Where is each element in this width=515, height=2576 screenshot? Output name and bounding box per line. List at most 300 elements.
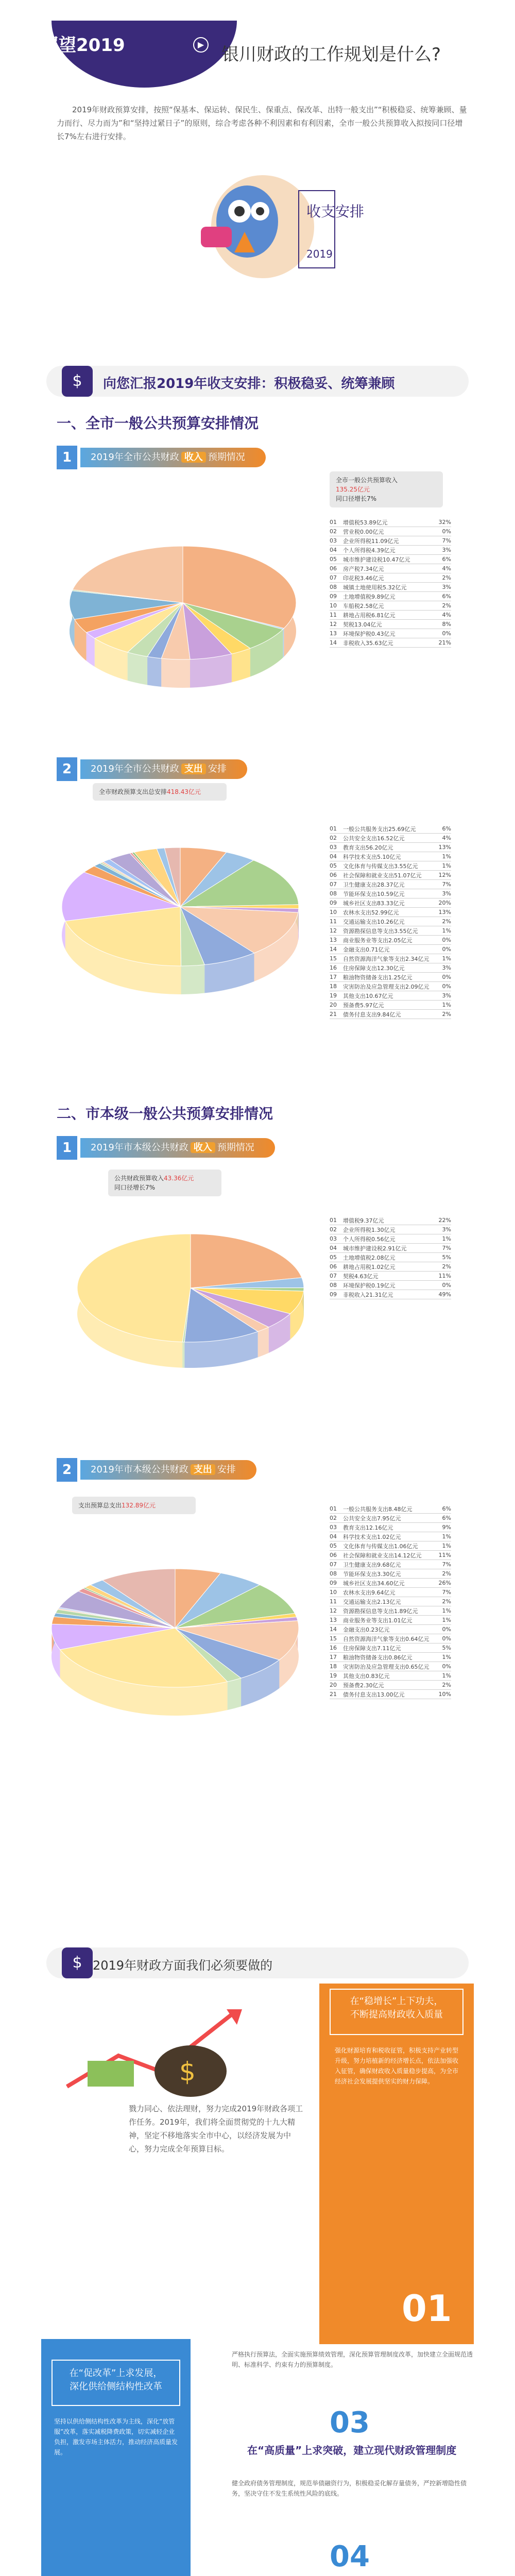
money-growth-illustration <box>57 1994 283 2097</box>
list-item <box>330 1569 451 1579</box>
list-item-percent: 1% <box>442 955 451 962</box>
list-item-percent: 0% <box>442 974 451 980</box>
header-badge-text: 展望2019 <box>41 35 125 56</box>
list-item <box>330 1234 451 1244</box>
pie-slice-side <box>147 656 161 687</box>
list-item-percent: 7% <box>442 881 451 888</box>
list-item-label: 一般公共服务支出8.48亿元 <box>343 1505 413 1513</box>
list-item-percent: 1% <box>442 862 451 869</box>
list-item-number: 14 <box>330 946 337 953</box>
list-item-number: 18 <box>330 1663 337 1670</box>
list-item-label: 公共安全支出7.95亿元 <box>343 1515 401 1522</box>
list-item-label: 非税收入35.63亿元 <box>343 639 393 647</box>
list-item-number: 12 <box>330 621 337 628</box>
list-item-number: 08 <box>330 1282 337 1289</box>
list-item-percent: 11% <box>438 1552 451 1558</box>
list-item <box>330 852 451 861</box>
list-item-number: 05 <box>330 556 337 563</box>
list-item-label: 一般公共服务支出25.69亿元 <box>343 825 416 833</box>
list-item-label: 金融支出0.71亿元 <box>343 946 390 953</box>
sub-tag: 收入 <box>181 452 206 463</box>
list-item-percent: 1% <box>442 1002 451 1008</box>
list-item <box>330 963 451 973</box>
list-item-label: 自然资源海洋气象等支出0.64亿元 <box>343 1635 430 1642</box>
list-item-number: 11 <box>330 612 337 618</box>
list-item <box>330 1541 451 1551</box>
list-item-number: 11 <box>330 918 337 925</box>
money-icon: $ <box>62 1947 93 1978</box>
list-item <box>330 1690 451 1699</box>
list-item-percent: 20% <box>438 900 451 906</box>
list-item-label: 自然资源海洋气象等支出2.34亿元 <box>343 955 430 962</box>
list-item-percent: 1% <box>442 1533 451 1540</box>
list-item-number: 06 <box>330 872 337 878</box>
list-item-number: 14 <box>330 639 337 646</box>
sub-tag: 收入 <box>191 1142 215 1153</box>
list-item <box>330 1616 451 1625</box>
list-item-percent: 21% <box>438 639 451 646</box>
list-item <box>330 1579 451 1588</box>
list-item <box>330 991 451 1001</box>
list-item-label: 农林水支出52.99亿元 <box>343 909 399 916</box>
list-item-number: 02 <box>330 835 337 841</box>
list-item-percent: 49% <box>438 1291 451 1298</box>
list-item <box>330 573 451 583</box>
mascot-year: 2019 <box>306 248 333 260</box>
list-item-number: 18 <box>330 983 337 990</box>
panel2-body: 坚持以供给侧结构性改革为主线，深化“放管服”改革，落实减税降费政策，切实减轻企业负担，激发市场主体活力，推动经济高质量发展。 <box>54 2418 178 2456</box>
list-item-label: 住房保障支出7.11亿元 <box>343 1645 401 1652</box>
list-item-percent: 32% <box>438 519 451 526</box>
list-item-percent: 11% <box>438 1273 451 1279</box>
list-item <box>330 564 451 573</box>
sub-number: 1 <box>57 446 77 469</box>
list-item-percent: 7% <box>442 1245 451 1251</box>
list-item-label: 交通运输支出2.13亿元 <box>343 1598 401 1605</box>
panel2-head-line2: 深化供给侧结构性改革 <box>70 2381 162 2392</box>
list-item-percent: 4% <box>442 565 451 572</box>
list-item-number: 06 <box>330 565 337 572</box>
list-item-number: 15 <box>330 955 337 962</box>
list-item <box>330 1551 451 1560</box>
list-item-percent: 13% <box>438 909 451 916</box>
list-item-number: 17 <box>330 974 337 980</box>
list-item-label: 增值税9.37亿元 <box>343 1217 384 1224</box>
list-item-label: 土地增值税2.08亿元 <box>343 1254 396 1261</box>
callout-line1: 全市财政预算支出总安排 <box>99 788 167 795</box>
list-item-label: 契税4.63亿元 <box>343 1273 379 1280</box>
list-item-number: 11 <box>330 1598 337 1605</box>
list-item-number: 12 <box>330 1607 337 1614</box>
list-item-label: 城乡社区支出34.60亿元 <box>343 1580 405 1587</box>
list-item-label: 印花税3.46亿元 <box>343 574 384 582</box>
list-item <box>330 546 451 555</box>
list-item-number: 03 <box>330 844 337 851</box>
list-item <box>330 1643 451 1653</box>
list-item-label: 公共安全支出16.52亿元 <box>343 835 405 842</box>
list-item-number: 02 <box>330 528 337 535</box>
list-item-label: 文化体育与传媒支出3.55亿元 <box>343 862 418 870</box>
list-item-label: 交通运输支出10.26亿元 <box>343 918 405 925</box>
list-item <box>330 973 451 982</box>
list-item-number: 06 <box>330 1552 337 1558</box>
list-item-percent: 13% <box>438 844 451 851</box>
list-item <box>330 1597 451 1606</box>
expense-list-municipal <box>330 1504 451 1699</box>
list-item <box>330 1634 451 1643</box>
list-item-number: 04 <box>330 1533 337 1540</box>
callout-line3: 同口径增长7% <box>114 1184 156 1191</box>
list-item <box>330 926 451 936</box>
list-item-number: 14 <box>330 1626 337 1633</box>
list-item-percent: 1% <box>442 1654 451 1660</box>
intro-text: 2019年财政预算安排，按照“保基本、保运转、保民生、保重点、保改革、出特一般支出”“积极稳妥、统筹兼顾、量力而行、尽力而为”和“坚持过紧日子”的原则，综合考虑各种不利因素和有利因素，全市一般公共预算收入拟按同口径增长7%左右进行安排。 <box>57 105 467 141</box>
list-item <box>330 1588 451 1597</box>
list-item-percent: 0% <box>442 983 451 990</box>
list-item-number: 10 <box>330 1589 337 1596</box>
sub-tag: 支出 <box>181 764 206 774</box>
list-item-number: 07 <box>330 881 337 888</box>
list-item-percent: 6% <box>442 1515 451 1521</box>
callout-line2: 132.89亿元 <box>122 1502 156 1509</box>
list-item-label: 社会保障和就业支出14.12亿元 <box>343 1552 422 1559</box>
list-item-label: 城市维护建设税2.91亿元 <box>343 1245 407 1252</box>
list-item-percent: 10% <box>438 1691 451 1698</box>
list-item <box>330 1662 451 1671</box>
list-item-label: 债务付息支出9.84亿元 <box>343 1011 401 1018</box>
list-item-percent: 9% <box>442 1524 451 1531</box>
list-item-label: 企业所得税1.30亿元 <box>343 1226 396 1233</box>
list-item <box>330 861 451 871</box>
list-item-percent: 0% <box>442 1635 451 1642</box>
list-item-percent: 1% <box>442 1607 451 1614</box>
money-icon: $ <box>62 366 93 397</box>
sub-label <box>80 759 247 779</box>
list-item <box>330 1681 451 1690</box>
list-item <box>330 527 451 536</box>
list-item-number: 15 <box>330 1635 337 1642</box>
list-item-number: 13 <box>330 1617 337 1623</box>
panel4-body: 健全政府债务管理制度，规范举债融资行为，积极稳妥化解存量债务，严控新增隐性债务，坚决守住不发生系统性风险的底线。 <box>232 2480 467 2497</box>
list-item-number: 09 <box>330 1291 337 1298</box>
section2-heading: 二、市本级一般公共预算安排情况 <box>57 1105 273 1122</box>
pie-slice-side <box>228 1678 241 1710</box>
list-item <box>330 611 451 620</box>
list-item-number: 03 <box>330 537 337 544</box>
list-item-label: 债务付息支出13.00亿元 <box>343 1691 405 1698</box>
list-item-percent: 3% <box>442 964 451 971</box>
list-item-percent: 8% <box>442 621 451 628</box>
list-item-number: 09 <box>330 593 337 600</box>
pie-chart-income-city <box>49 505 317 721</box>
list-item-label: 商业服务业等支出2.05亿元 <box>343 937 413 944</box>
list-item-label: 社会保障和就业支出51.07亿元 <box>343 872 422 879</box>
list-item-percent: 0% <box>442 946 451 953</box>
sub-label <box>80 1138 275 1158</box>
list-item-percent: 0% <box>442 1282 451 1289</box>
list-item-number: 01 <box>330 519 337 526</box>
list-item <box>330 834 451 843</box>
sub-label <box>80 448 266 467</box>
list-item-label: 农林水支出9.64亿元 <box>343 1589 396 1596</box>
list-item <box>330 1523 451 1532</box>
list-item-label: 资源勘探信息等支出1.89亿元 <box>343 1607 418 1615</box>
list-item <box>330 824 451 834</box>
list-item <box>330 1244 451 1253</box>
list-item-percent: 7% <box>442 1589 451 1596</box>
list-item-number: 19 <box>330 992 337 999</box>
list-item-number: 08 <box>330 1570 337 1577</box>
list-item-label: 卫生健康支出28.37亿元 <box>343 881 405 888</box>
sub-pre: 2019年市本级公共财政 <box>91 1464 188 1475</box>
list-item-label: 预备费2.30亿元 <box>343 1682 384 1689</box>
sub-number: 2 <box>57 1458 77 1482</box>
list-item <box>330 1625 451 1634</box>
list-item-number: 02 <box>330 1515 337 1521</box>
list-item <box>330 1010 451 1019</box>
sub-pre: 2019年市本级公共财政 <box>91 1142 188 1153</box>
arrow-right-icon: ▶ <box>193 37 209 53</box>
callout-line2: 418.43亿元 <box>167 788 201 795</box>
list-item-number: 09 <box>330 900 337 906</box>
callout <box>93 783 227 801</box>
list-item <box>330 899 451 908</box>
panel4-number: 04 <box>330 2540 370 2573</box>
list-item-percent: 2% <box>442 574 451 581</box>
sub-post: 预期情况 <box>208 452 245 463</box>
list-item-percent: 12% <box>438 872 451 878</box>
panel3-body: 严格执行预算法，全面实施预算绩效管理，深化预算管理制度改革，加快建立全面规范透明、标准科学、约束有力的预算制度。 <box>232 2351 473 2368</box>
panel2-head-line1: 在“促改革”上求发展， <box>69 2368 163 2379</box>
list-item-number: 17 <box>330 1654 337 1660</box>
callout <box>108 1170 221 1196</box>
list-item-number: 08 <box>330 890 337 897</box>
list-item-percent: 1% <box>442 1672 451 1679</box>
list-item <box>330 1532 451 1541</box>
part3-intro: 戮力同心、依法理财，努力完成2019年财政各项工作任务。2019年，我们将全面贯彻党的十九大精神，坚定不移地落实全市中心，以经济发展为中心，努力完成全年预算目标。 <box>129 2104 303 2154</box>
income-list-municipal <box>330 1216 451 1299</box>
callout-line3: 同口径增长7% <box>336 495 377 502</box>
list-item-label: 环境保护税0.19亿元 <box>343 1282 396 1289</box>
pie-chart-expense-municipal <box>31 1520 319 1757</box>
panel2-head <box>52 2360 180 2406</box>
list-item-percent: 7% <box>442 537 451 544</box>
list-item-label: 灾害防治及应急管理支出0.65亿元 <box>343 1663 430 1670</box>
list-item <box>330 917 451 926</box>
list-item-percent: 2% <box>442 602 451 609</box>
list-item <box>330 1671 451 1681</box>
list-item <box>330 880 451 889</box>
list-item-number: 13 <box>330 937 337 943</box>
list-item-percent: 3% <box>442 890 451 897</box>
list-item-number: 09 <box>330 1580 337 1586</box>
pie-chart-expense-city <box>41 804 319 1030</box>
list-item-label: 预备费5.97亿元 <box>343 1002 384 1009</box>
sub-post: 安排 <box>217 1464 236 1475</box>
list-item-percent: 0% <box>442 937 451 943</box>
list-item-percent: 6% <box>442 825 451 832</box>
list-item-label: 环境保护税0.43亿元 <box>343 630 396 637</box>
list-item-label: 城镇土地使用税5.32亿元 <box>343 584 407 591</box>
list-item-percent: 2% <box>442 1570 451 1577</box>
list-item-number: 04 <box>330 853 337 860</box>
list-item-number: 04 <box>330 1245 337 1251</box>
pie-slice-side <box>182 1342 184 1368</box>
list-item-label: 企业所得税11.09亿元 <box>343 537 399 545</box>
list-item-label: 个人所得税0.56亿元 <box>343 1235 396 1243</box>
header-title: 银川财政的工作规划是什么? <box>221 44 441 65</box>
list-item-label: 耕地占用税1.02亿元 <box>343 1263 396 1270</box>
list-item-number: 16 <box>330 1645 337 1651</box>
list-item-label: 粮油物资储备支出1.25亿元 <box>343 974 413 981</box>
panel3-caption: 在“高质量”上求突破，建立现代财政管理制度 <box>247 2444 457 2456</box>
pie-slice-side <box>181 965 205 994</box>
list-item-label: 契税13.04亿元 <box>343 621 382 628</box>
list-item-label: 房产税7.34亿元 <box>343 565 384 572</box>
list-item-percent: 4% <box>442 612 451 618</box>
list-item-number: 03 <box>330 1524 337 1531</box>
list-item-number: 20 <box>330 1002 337 1008</box>
list-item-label: 节能环保支出3.30亿元 <box>343 1570 401 1578</box>
list-item <box>330 536 451 546</box>
list-item-number: 16 <box>330 964 337 971</box>
panel1-head-line2: 不断提高财政收入质量 <box>350 2009 443 2020</box>
pie-slice-side <box>258 1327 269 1357</box>
list-item-number: 05 <box>330 862 337 869</box>
list-item <box>330 1272 451 1281</box>
list-item <box>330 1225 451 1234</box>
list-item <box>330 620 451 629</box>
expense-list-city <box>330 824 451 1019</box>
list-item <box>330 518 451 527</box>
panel1-head-line1: 在“稳增长”上下功夫， <box>350 1996 443 2007</box>
list-item-label: 城市维护建设税10.47亿元 <box>343 556 410 563</box>
mascot-text: 收支安排 <box>306 203 365 220</box>
list-item-label: 其他支出10.67亿元 <box>343 992 393 999</box>
list-item-percent: 22% <box>438 1217 451 1224</box>
sub-pre: 2019年全市公共财政 <box>91 764 179 774</box>
list-item-label: 卫生健康支出9.68亿元 <box>343 1561 401 1568</box>
list-item-percent: 0% <box>442 1663 451 1670</box>
pie-chart-income-municipal <box>57 1200 324 1396</box>
list-item-number: 12 <box>330 927 337 934</box>
list-item <box>330 555 451 564</box>
list-item-number: 05 <box>330 1543 337 1549</box>
list-item <box>330 1504 451 1514</box>
list-item-percent: 2% <box>442 918 451 925</box>
panel1-number: 01 <box>402 2287 452 2330</box>
list-item <box>330 1001 451 1010</box>
list-item-number: 20 <box>330 1682 337 1688</box>
list-item-number: 01 <box>330 1505 337 1512</box>
pie-slice-side <box>283 629 284 658</box>
list-item-percent: 2% <box>442 1598 451 1605</box>
list-item-label: 车船税2.58亿元 <box>343 602 384 609</box>
callout-line1: 支出预算总支出 <box>78 1502 122 1509</box>
list-item-label: 住房保障支出12.30亿元 <box>343 964 405 972</box>
list-item <box>330 889 451 899</box>
list-item-label: 非税收入21.31亿元 <box>343 1291 393 1298</box>
list-item-percent: 4% <box>442 835 451 841</box>
callout <box>72 1497 196 1514</box>
list-item-percent: 3% <box>442 547 451 553</box>
list-item-percent: 6% <box>442 1505 451 1512</box>
list-item-percent: 2% <box>442 1263 451 1270</box>
list-item <box>330 1653 451 1662</box>
list-item-percent: 3% <box>442 992 451 999</box>
list-item <box>330 1290 451 1299</box>
sub-post: 预期情况 <box>217 1142 254 1153</box>
list-item-label: 节能环保支出10.59亿元 <box>343 890 405 897</box>
list-item-percent: 0% <box>442 1626 451 1633</box>
income-list-city <box>330 518 451 648</box>
svg-text:$: $ <box>179 2057 196 2087</box>
list-item-label: 营业税0.00亿元 <box>343 528 384 535</box>
sub-post: 安排 <box>208 764 227 774</box>
sub-pre: 2019年全市公共财政 <box>91 452 179 463</box>
pie-slice-side <box>161 658 190 688</box>
list-item-label: 城乡社区支出83.33亿元 <box>343 900 405 907</box>
list-item <box>330 1514 451 1523</box>
sub-number: 1 <box>57 1136 77 1160</box>
list-item-number: 19 <box>330 1672 337 1679</box>
list-item-label: 金融支出0.23亿元 <box>343 1626 390 1633</box>
list-item-percent: 5% <box>442 1254 451 1261</box>
callout <box>330 471 443 507</box>
list-item-label: 个人所得税4.39亿元 <box>343 547 396 554</box>
panel1-body: 强化财源培育和税收征管，积极支持产业转型升级，努力培植新的经济增长点，依法加强收入征管，确保财政收入质量稳步提高，为全市经济社会发展提供坚实的财力保障。 <box>335 2047 459 2085</box>
list-item <box>330 592 451 601</box>
list-item-number: 13 <box>330 630 337 637</box>
list-item-label: 资源勘探信息等支出3.55亿元 <box>343 927 418 935</box>
list-item-number: 07 <box>330 1561 337 1568</box>
mascot-illustration <box>129 155 386 299</box>
list-item <box>330 954 451 963</box>
list-item <box>330 629 451 638</box>
list-item <box>330 1606 451 1616</box>
header <box>0 0 515 103</box>
list-item <box>330 638 451 648</box>
list-item-label: 增值税53.89亿元 <box>343 519 388 526</box>
list-item-number: 10 <box>330 602 337 609</box>
list-item-number: 05 <box>330 1254 337 1261</box>
list-item-percent: 6% <box>442 556 451 563</box>
part3-title: 2019年财政方面我们必须要做的 <box>93 1958 273 1973</box>
list-item <box>330 583 451 592</box>
list-item-number: 06 <box>330 1263 337 1270</box>
list-item-percent: 6% <box>442 593 451 600</box>
callout-line1: 公共财政预算收入 <box>114 1175 164 1182</box>
list-item <box>330 982 451 991</box>
list-item-percent: 5% <box>442 1645 451 1651</box>
list-item-percent: 1% <box>442 1235 451 1242</box>
panel1-head <box>330 1989 464 2035</box>
list-item-label: 文化体育与传媒支出1.06亿元 <box>343 1543 418 1550</box>
section1-heading: 一、全市一般公共预算安排情况 <box>57 415 259 432</box>
list-item-number: 02 <box>330 1226 337 1233</box>
list-item-percent: 0% <box>442 630 451 637</box>
list-item-number: 21 <box>330 1011 337 1018</box>
list-item-percent: 1% <box>442 1543 451 1549</box>
list-item <box>330 843 451 852</box>
banner-title: 向您汇报2019年收支安排：积极稳妥、统筹兼顾 <box>103 376 395 392</box>
list-item-number: 04 <box>330 547 337 553</box>
callout-line2: 135.25亿元 <box>336 486 370 493</box>
list-item-percent: 26% <box>438 1580 451 1586</box>
list-item-percent: 1% <box>442 853 451 860</box>
list-item-number: 07 <box>330 1273 337 1279</box>
list-item <box>330 908 451 917</box>
